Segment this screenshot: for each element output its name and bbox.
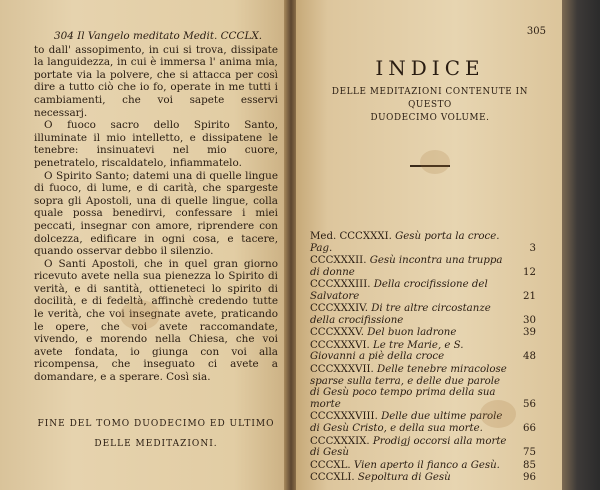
- paragraph-4: O Santi Apostoli, che in quel gran giorno ricevuto avete nella sua pienezza lo Spirito di verità, e di santità, ottieneteci lo spirito di docilità, e di fedeltà, affinchè credendo tutte le verità, che voi insegnate avete, praticando le opere, che voi avete raccomandate, vivendo, e morendo nella Chiesa, che voi avete fondata, io giunga con voi alla ricompensa, che inseguato ci avete a domandare, e a sperare. Così sia.: [34, 257, 278, 384]
- index-entry-number: CCCXXXV.: [310, 327, 364, 339]
- index-entry-page: 12: [523, 266, 536, 278]
- index-entry-page: 48: [523, 351, 536, 363]
- index-entry-page: 21: [523, 290, 536, 302]
- table-of-contents: [310, 231, 536, 484]
- finis-line-1: FINE DEL TOMO DUODECIMO ED ULTIMO: [37, 418, 275, 429]
- index-entry-text: Prodigj occorsi alla morte di Gesù: [310, 435, 507, 459]
- index-entry-page: 39: [523, 327, 536, 339]
- finis-line-2: DELLE MEDITAZIONI.: [94, 438, 218, 449]
- index-entry: [310, 279, 536, 303]
- index-entry-text: Vien aperto il fianco a Gesù.: [353, 459, 500, 471]
- index-entry: [310, 460, 536, 472]
- index-entry: [310, 231, 536, 255]
- index-entry-page: 30: [523, 315, 536, 327]
- left-page: [0, 0, 292, 490]
- index-entry-page: 96: [523, 471, 536, 483]
- index-entry-page: 56: [523, 399, 536, 411]
- index-entry: [310, 436, 536, 460]
- index-entry-title: [310, 472, 510, 484]
- index-entry-number: CCCXXXVI.: [310, 339, 370, 351]
- index-entry-page: 75: [523, 447, 536, 459]
- index-entry-number: CCCXXXII.: [310, 255, 367, 267]
- index-subtitle: [310, 86, 550, 125]
- index-entry-text: Di tre altre circostanze della crocifissione: [310, 303, 491, 327]
- index-entry-title: [310, 460, 510, 472]
- index-entry-title: [310, 327, 510, 339]
- index-entry-text: Sepoltura di Gesù: [357, 471, 451, 483]
- index-entry: [310, 303, 536, 327]
- right-page: [296, 0, 562, 490]
- index-entry-number: CCCXLI.: [310, 471, 355, 483]
- book-edge: [562, 0, 600, 490]
- index-title: INDICE: [375, 56, 485, 80]
- index-entry-page: 66: [523, 423, 536, 435]
- index-entry-text: Del buon ladrone: [367, 327, 457, 339]
- index-entry-number: CCCXXXIII.: [310, 279, 371, 291]
- index-entry-number: CCCXXXIX.: [310, 435, 370, 447]
- index-entry-number: CCCXXXIV.: [310, 303, 368, 315]
- index-entry-text: Delle due ultime parole di Gesù Cristo, e della sua morte.: [310, 411, 503, 435]
- paragraph-3: O Spirito Santo; datemi una di quelle lingue di fuoco, di lume, e di carità, che spargeste sopra gli Apostoli, una di quelle lingue, colla quale possa benedirvi, confessare i miei peccati, insegnar con amore, riprendere con dolcezza, edificare in ogni cosa, e tacere, quando osservar debbo il silenzio.: [34, 169, 278, 258]
- index-entry: [310, 340, 536, 364]
- index-entry-number: CCCXL.: [310, 459, 351, 471]
- paragraph-1: to dall' assopimento, in cui si trova, dissipate la languidezza, in cui è immersa l' anima mia, portate via la polvere, che si attacca per così dire a tutto ciò che io fo, operate in me tutti i cambiamenti, che voi sapete esservi necessarj.: [34, 43, 278, 119]
- index-entry-title: [310, 303, 510, 327]
- index-entry: [310, 327, 536, 339]
- index-entry-title: [310, 340, 510, 364]
- index-entry: [310, 472, 536, 484]
- index-entry-title: [310, 436, 510, 460]
- index-entry-number: CCCXXXVII.: [310, 363, 374, 375]
- foxing-stain: [120, 300, 160, 330]
- foxing-stain: [420, 150, 450, 174]
- index-entry-number: CCCXXXVIII.: [310, 411, 378, 423]
- index-entry-text: Della crocifissione del Salvatore: [310, 279, 488, 302]
- running-head: 304 Il Vangelo meditato Medit. CCCLX.: [54, 30, 263, 42]
- index-entry-number: Med. CCCXXXI.: [310, 231, 392, 242]
- index-entry-title: [310, 279, 510, 303]
- index-entry-text: Gesù porta la croce. Pag.: [310, 231, 500, 254]
- index-entry-text: Delle tenebre miracolose sparse sulla terra, e delle due parole di Gesù poco tempo prima della sua morte: [310, 363, 507, 411]
- foxing-stain: [480, 400, 516, 428]
- finis-note: [34, 414, 278, 454]
- index-subtitle-line-1: DELLE MEDITAZIONI CONTENUTE IN QUESTO: [331, 87, 529, 110]
- index-entry-page: 85: [523, 459, 536, 471]
- index-entry-title: [310, 364, 510, 411]
- index-entry-title: [310, 255, 510, 279]
- index-entry: [310, 255, 536, 279]
- index-entry-text: Le tre Marie, e S. Giovanni a piè della croce: [310, 339, 464, 363]
- paragraph-2: O fuoco sacro dello Spirito Santo, illuminate il mio intelletto, e dissipatene le tenebre: insinuatevi nel mio cuore, penetratelo, riscaldatelo, infiammatelo.: [34, 119, 278, 169]
- index-subtitle-line-2: DUODECIMO VOLUME.: [370, 113, 490, 123]
- page-number: 305: [526, 26, 546, 37]
- index-entry-page: 3: [529, 242, 536, 254]
- index-entry-text: Gesù incontra una truppa di donne: [310, 255, 503, 278]
- index-entry-title: [310, 231, 510, 255]
